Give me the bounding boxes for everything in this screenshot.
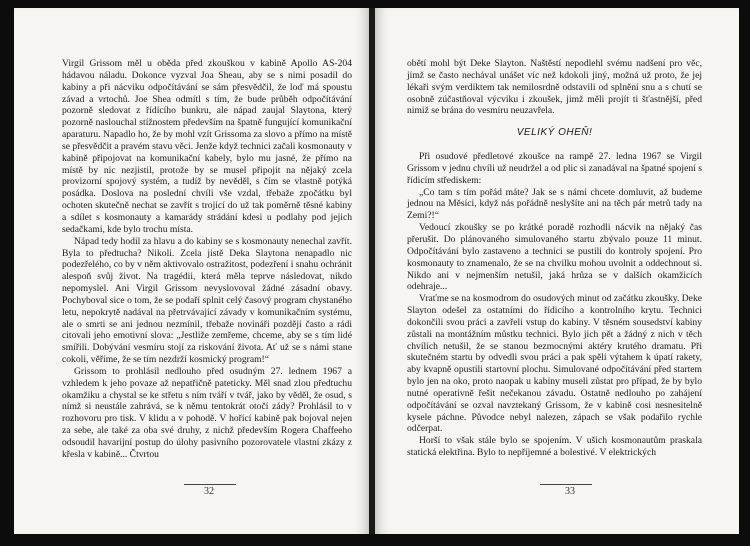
right-page [375,8,739,534]
paragraph: Vraťme se na kosmodrom do osudových minut od začátku zkoušky. Deke Slayton odešel za ostatními do řídicího a kontrolního krytu. Technici dokončili svou práci a zavřeli vstup do kabiny. V těsném sousedství kabiny zůstali na montážním můstku technici. Bylo jich pět a žádný z nich v těch chvílích netušil, že se stanou bezmocnými aktéry krutého dramatu. Při skutečném startu by odvedli svou práci a pak spěli výtahem k úpatí rakety, aby kvapně opustili startovní plochu. Simulované odpočítávání před startem bylo jen na oko, proto naopak u kabiny museli zůstat pro případ, že by bylo nutné operativně řešit nečekanou závadu. Ostatně nedlouho po zahájení odpočítávání se ozval navztekaný Grissom, že v kabině cosi nesnesitelně kysele páchne. Původce nebyl nalezen, zápach se však podařilo rychle odčerpat. [407,293,702,435]
right-page-text [407,58,702,459]
paragraph: Nápad tedy hodil za hlavu a do kabiny se s kosmonauty nenechal zavřít. Byla to předtucha? Nikoli. Zcela jistě Deka Slaytona nenapadlo nic podezřelého, co by v něm aktivovalo ostražitost, podezření i snahu ochránit alespoň svůj život. Na tragédii, která měla teprve následovat, nikdo nepomyslel. Ani Virgil Grissom nevyslovoval žádné zásadní obavy. Pochyboval sice o tom, že se podaří splnit celý časový program chystaného letu, nepokrytě nadával na přetrvávající závady v komunikačním systému, ale o smrti se ani jednou nezmínil, třebaže novináři později často a rádi citovali jeho emotivní slova: „Jestliže zemřeme, chceme, aby se s tím lidé smířili. Dobývání vesmíru stojí za riskování života. Ať už se s námi stane cokoli, věříme, že se tím nezdrží kosmický program!“ [62,235,352,366]
paragraph: Horší to však stále bylo se spojením. V ušich kosmonautům praskala statická elektřina. Bylo to nepříjemné a bolestivé. V elektrických [407,435,702,459]
section-heading: VELIKÝ OHEŇ! [516,127,593,139]
page-number: 32 [204,486,214,497]
left-page [14,8,369,534]
paragraph: Grissom to prohlásil nedlouho před osudným 27. lednem 1967 a vzhledem k jeho povaze až nepatřičně pateticky. Měl snad zlou předtuchu okamžiku a chystal se ke střetu s ním tváří v tvář, jako by věděl, že osud, s nímž si neustále zahrává, se k němu tentokrát otočí zády? Prohlásil to v rozhovoru pro tisk. V klidu a v pohodě. V hořící kabině pak bojoval nejen za sebe, ale také za oba své druhy, z nichž především Rogera Chaffeeho odsoudil havarijní postup do úlohy pasivního pozorovatele vlastní zkázy z křesla v kabině... Čtvrtou [62,365,352,460]
page-number-rule [184,484,236,485]
paragraph: Vedoucí zkoušky se po krátké poradě rozhodli nácvik na nějaký čas přerušit. Do plánovaného simulovaného startu zbývalo pouze 11 minut. Odpočítávání bylo zastaveno a technici se pustili do kontroly spojení. Pro kosmonauty to znamenalo, že se na chvilku mohou uvolnit a oddechnout si. Nikdo ani v nejmenším netušil, jaká hrůza se v dalších okamžicích odehraje... [407,222,702,293]
paragraph: Virgil Grissom měl u oběda před zkouškou v kabině Apollo AS-204 hádavou náladu. Dokonce vyzval Joa Sheau, aby se s nimi posadil do kabiny a při nácviku odpočítávání se sám přesvědčil, že loď má spoustu závad a vrtochů. Joe Shea odmítl s tím, že bude průběh odpočítávání pozorně sledovat z řídicího bunkru, ale nápad zaujal Slaytona, který pozorně naslouchal stížnostem především na špatně fungující komunikační aparaturu. Napadlo ho, že by mohl vzít Grissoma za slovo a přímo na místě se přesvědčit a pravém stavu věci. Jenže když technici začali kosmonauty v kabině připojovat na komunikační kabely, bylo mu jasné, že přímo na místě by nic nezjistil, protože by se musel připojit na nějaký zcela provizorní spojový systém, a tudíž by nevěděl, s čím se vlastně potýká posádka. Doslova na poslední chvíli vše vzdal, třebaže zpočátku byl ochoten skutečně nechat se zavřít s trojicí do už tak poměrně těsné kabiny a sdílet s kosmonauty a kamarády strádání kdesi u podlahy pod jejich sedačkami, kde bylo trochu místa. [62,58,352,235]
paragraph: Při osudové předletové zkoušce na rampě 27. ledna 1967 se Virgil Grissom v jednu chvíli už neudržel a od plic si zanadával na špatné spojení s řídicím střediskem: [407,151,702,186]
paragraph: obětí mohl být Deke Slayton. Naštěstí nepodlehl svému nadšení pro věc, jímž se často nechával unášet víc než kdokoli jiný, možná už proto, že jej lékaři svým verdiktem tak nemilosrdně odstavili od splnění snu a s chutí se osobně zúčastňoval výcviku i zkoušek, jimž měli projít ti šťastnější, před nimiž se brána do vesmíru neuzavřela. [407,58,702,117]
left-page-text [62,58,352,461]
page-number: 33 [565,486,575,497]
paragraph: „Co tam s tím pořád máte? Jak se s námi chcete domluvit, až budeme jednou na Měsíci, když nás pořádně neslyšíte ani na těch pár metrů tady na Zemi?!“ [407,186,702,222]
page-number-rule [540,484,592,485]
